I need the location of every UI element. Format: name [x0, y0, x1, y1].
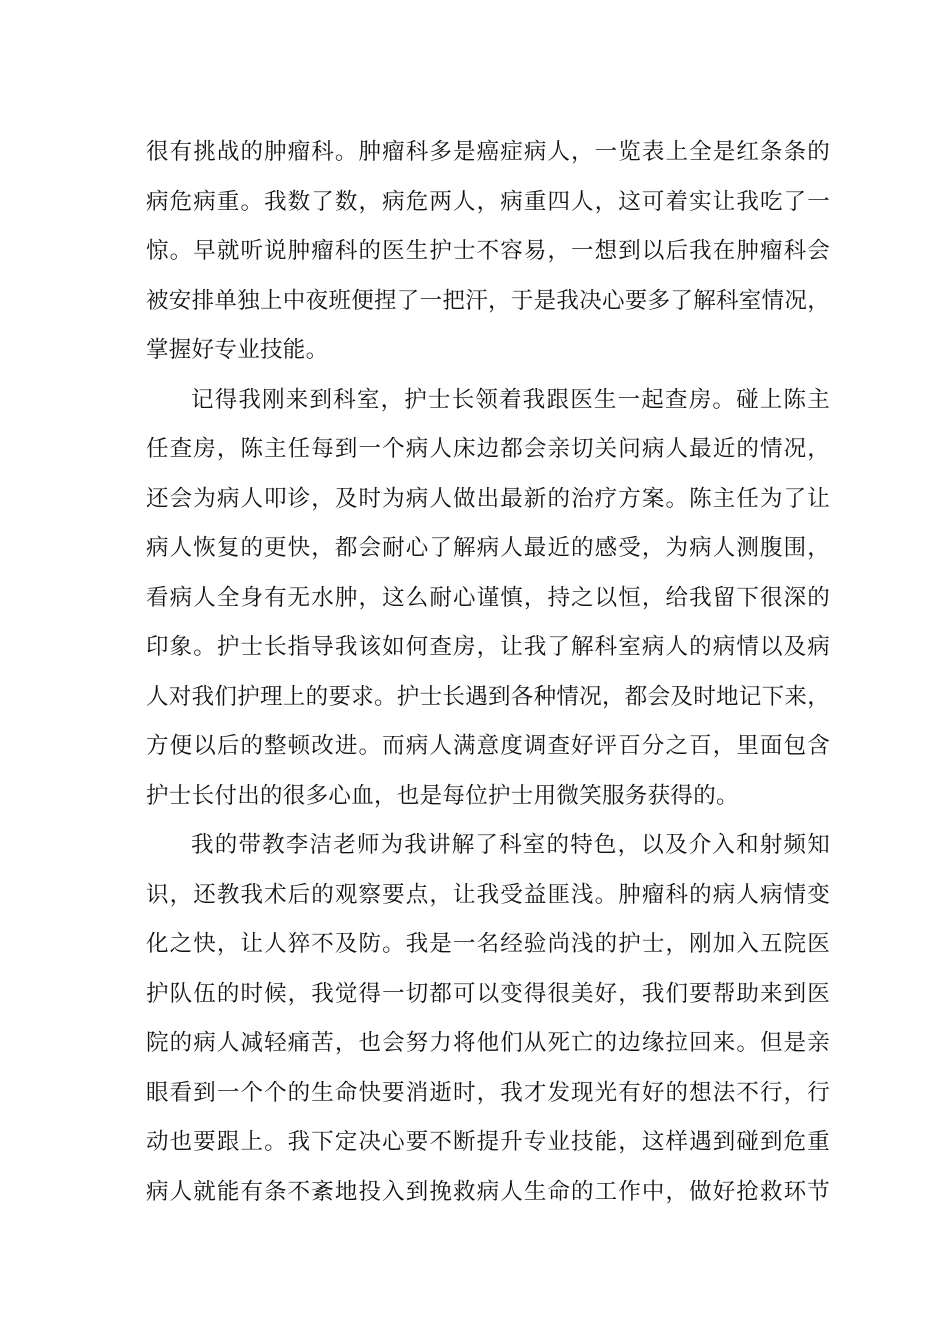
text-line: 还会为病人叩诊，及时为病人做出最新的治疗方案。陈主任为了让 — [146, 485, 830, 512]
text-line: 院的病人减轻痛苦，也会努力将他们从死亡的边缘拉回来。但是亲 — [146, 1030, 830, 1056]
text-line: 很有挑战的肿瘤科。肿瘤科多是癌症病人，一览表上全是红条条的 — [146, 139, 830, 165]
text-line: 病人就能有条不紊地投入到挽救病人生命的工作中，做好抢救环节 — [146, 1178, 830, 1205]
paragraph-first-line: 记得我刚来到科室，护士长领着我跟医生一起查房。碰上陈主 — [191, 386, 830, 413]
text-line: 惊。早就听说肿瘤科的医生护士不容易，一想到以后我在肿瘤科会 — [146, 238, 830, 264]
text-line: 任查房，陈主任每到一个病人床边都会亲切关问病人最近的情况， — [146, 436, 830, 462]
text-line: 方便以后的整顿改进。而病人满意度调查好评百分之百，里面包含 — [146, 733, 830, 759]
text-line: 化之快，让人猝不及防。我是一名经验尚浅的护士，刚加入五院医 — [146, 931, 830, 957]
text-line: 动也要跟上。我下定决心要不断提升专业技能，这样遇到碰到危重 — [146, 1129, 830, 1155]
paragraph-first-line: 我的带教李洁老师为我讲解了科室的特色，以及介入和射频知 — [191, 832, 830, 858]
text-line: 人对我们护理上的要求。护士长遇到各种情况，都会及时地记下来， — [146, 683, 831, 710]
body-text — [146, 128, 830, 1217]
text-line: 病危病重。我数了数，病危两人，病重四人，这可着实让我吃了一 — [146, 188, 830, 215]
text-line: 识，还教我术后的观察要点，让我受益匪浅。肿瘤科的病人病情变 — [146, 881, 830, 908]
text-line: 被安排单独上中夜班便捏了一把汗，于是我决心要多了解科室情况， — [146, 287, 831, 314]
text-line: 护队伍的时候，我觉得一切都可以变得很美好，我们要帮助来到医 — [146, 980, 830, 1007]
text-line: 印象。护士长指导我该如何查房，让我了解科室病人的病情以及病 — [146, 634, 830, 660]
text-line: 掌握好专业技能。 — [146, 337, 329, 363]
text-line: 眼看到一个个的生命快要消逝时，我才发现光有好的想法不行，行 — [146, 1079, 830, 1106]
text-line: 护士长付出的很多心血，也是每位护士用微笑服务获得的。 — [146, 782, 739, 809]
text-line: 看病人全身有无水肿，这么耐心谨慎，持之以恒，给我留下很深的 — [146, 584, 830, 611]
text-line: 病人恢复的更快，都会耐心了解病人最近的感受，为病人测腹围， — [146, 535, 830, 561]
